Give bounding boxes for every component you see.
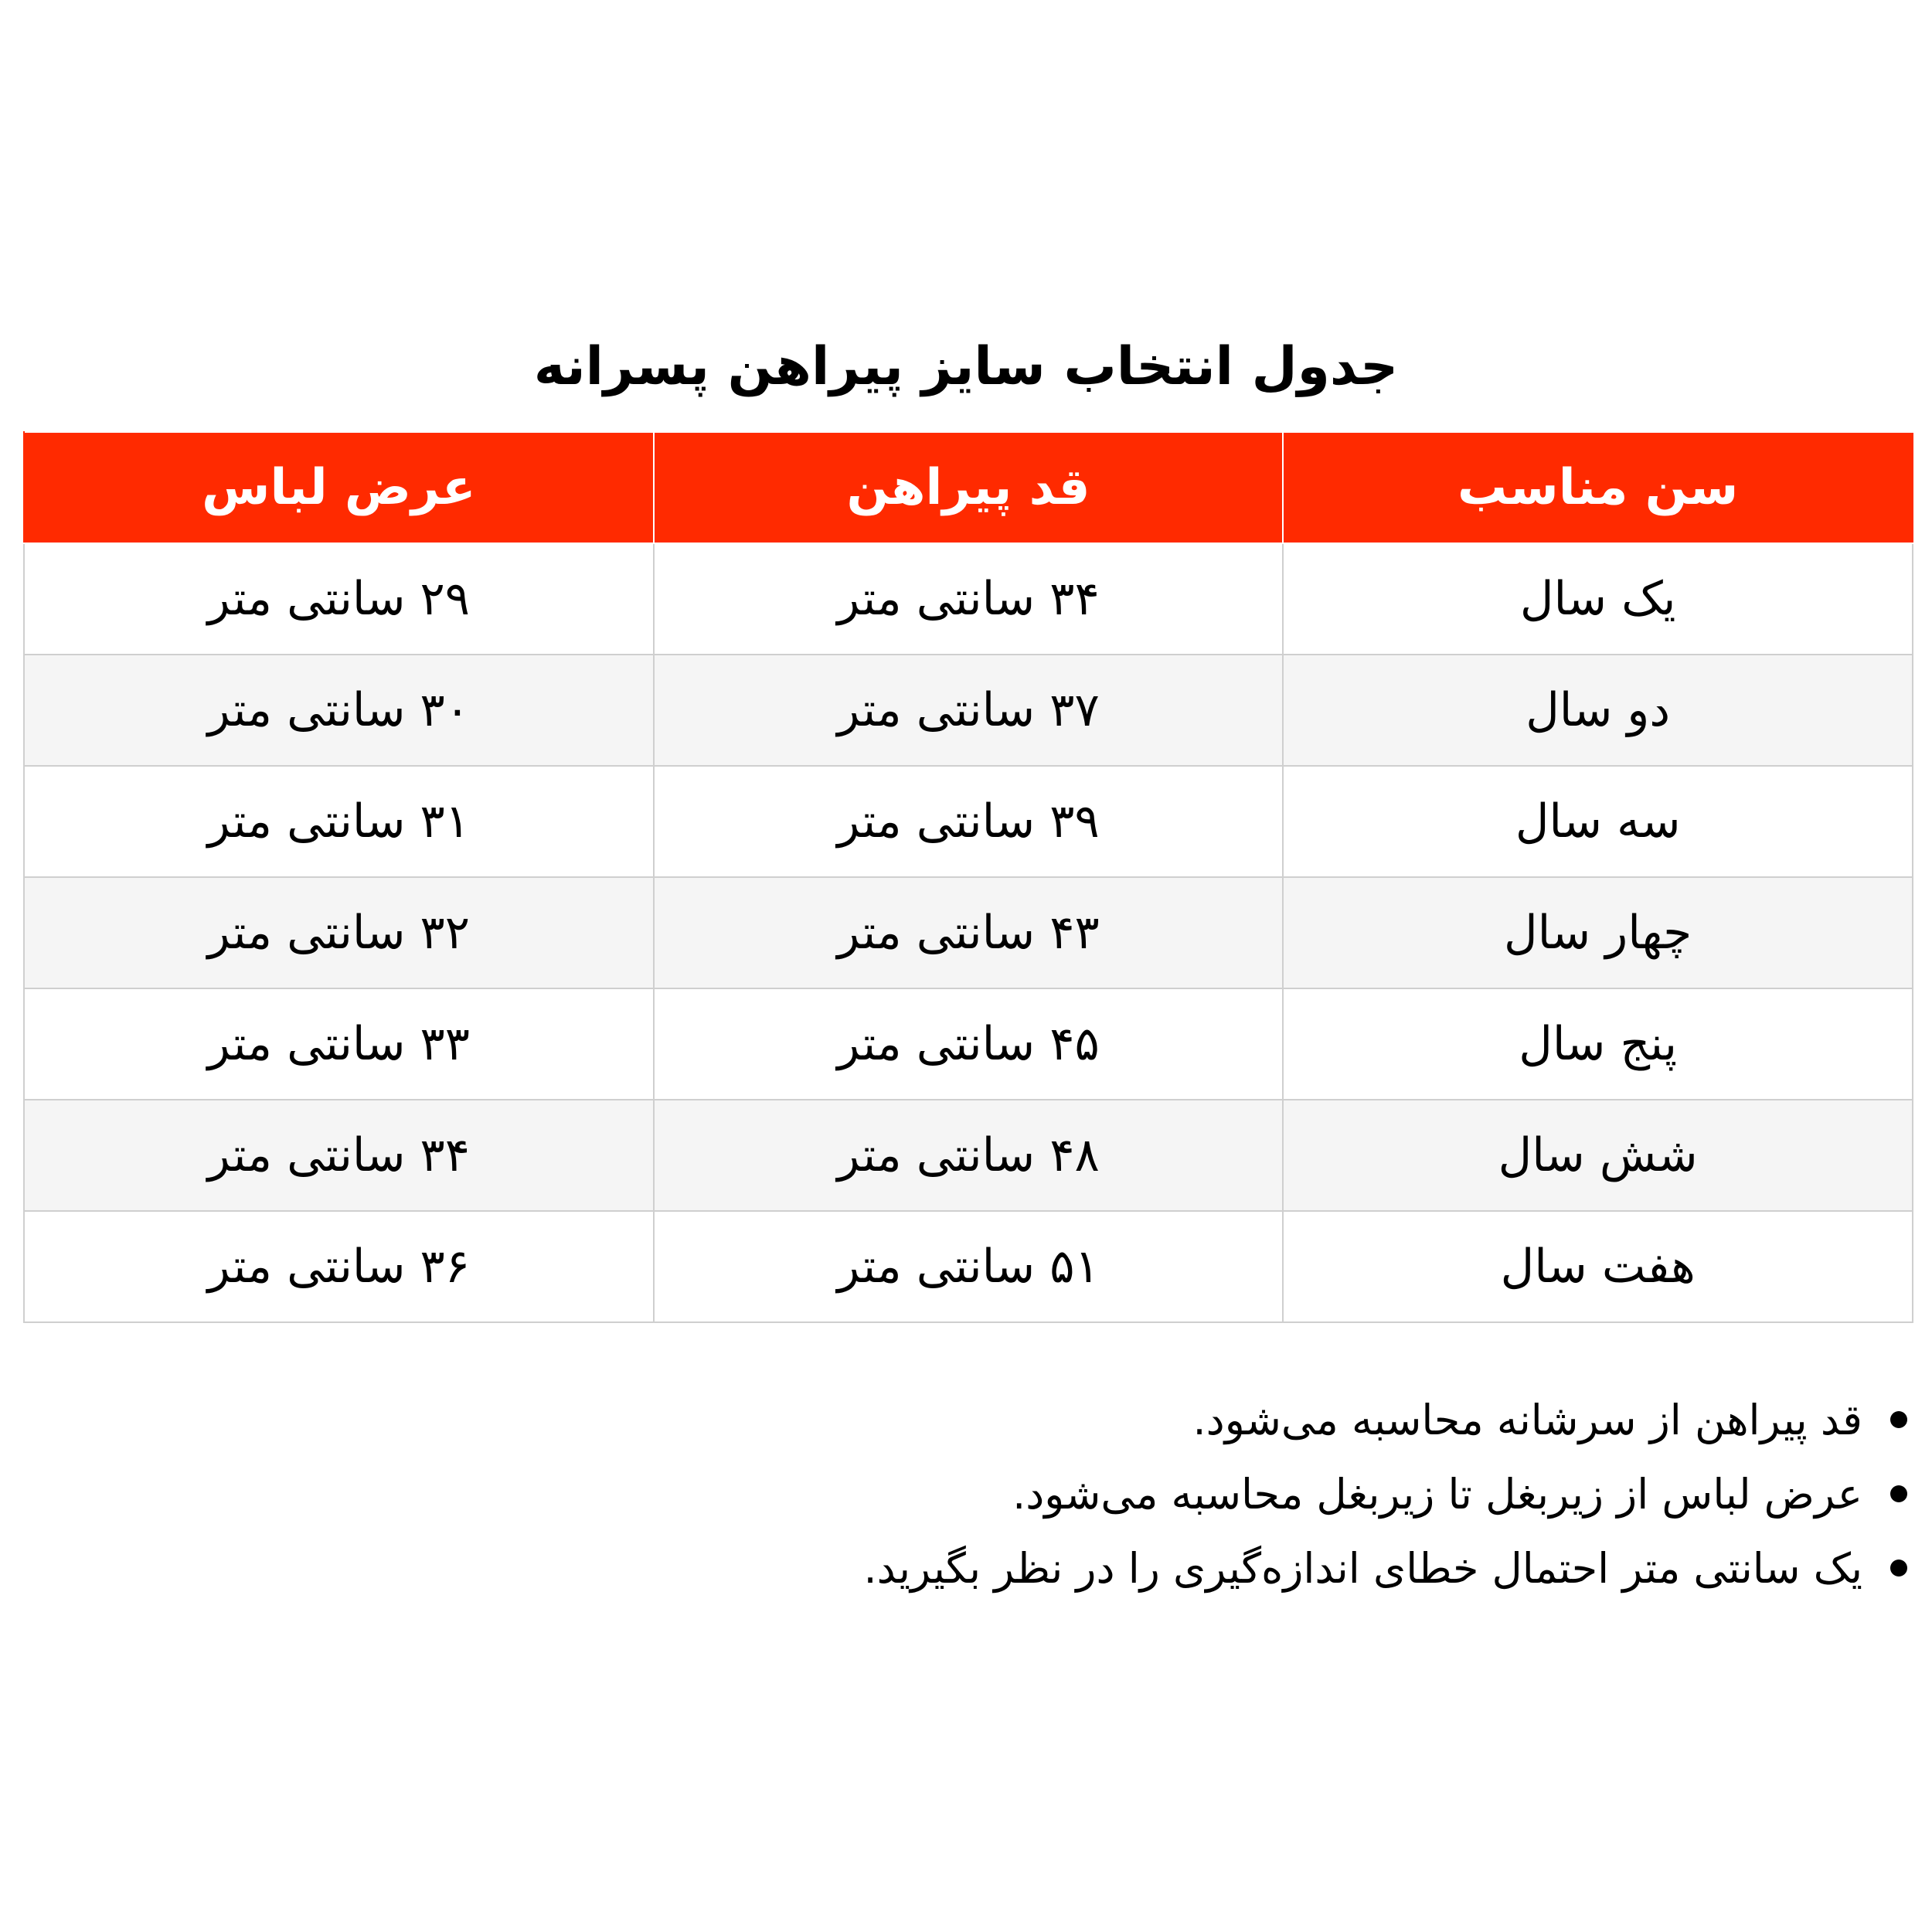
cell-age: شش سال [1283, 1100, 1913, 1211]
table-row [24, 766, 1913, 877]
table-header-row [24, 432, 1913, 543]
table-row [24, 655, 1913, 766]
cell-shirt-length: ۴۸ سانتی متر [654, 1100, 1284, 1211]
cell-age: پنج سال [1283, 988, 1913, 1100]
cell-shirt-length: ۳۹ سانتی متر [654, 766, 1284, 877]
table-row [24, 543, 1913, 655]
note-item [85, 1532, 1862, 1606]
size-table [23, 431, 1913, 1323]
cell-width: ۳۱ سانتی متر [24, 766, 654, 877]
table-row [24, 988, 1913, 1100]
cell-age: دو سال [1283, 655, 1913, 766]
table-row [24, 1211, 1913, 1322]
bullet-icon [1890, 1485, 1907, 1502]
header-shirt-length: قد پیراهن [654, 432, 1284, 543]
cell-width: ۳۶ سانتی متر [24, 1211, 654, 1322]
note-item [85, 1383, 1862, 1458]
cell-shirt-length: ۴۳ سانتی متر [654, 877, 1284, 988]
cell-width: ۳۰ سانتی متر [24, 655, 654, 766]
cell-shirt-length: ۵۱ سانتی متر [654, 1211, 1284, 1322]
note-text: قد پیراهن از سرشانه محاسبه می‌شود. [1192, 1396, 1862, 1444]
cell-width: ۳۲ سانتی متر [24, 877, 654, 988]
table-row [24, 877, 1913, 988]
bullet-icon [1890, 1560, 1907, 1577]
notes-list [85, 1383, 1909, 1606]
note-item [85, 1458, 1862, 1532]
cell-age: یک سال [1283, 543, 1913, 655]
cell-width: ۳۴ سانتی متر [24, 1100, 654, 1211]
note-text: یک سانتی متر احتمال خطای اندازه‌گیری را در نظر بگیرید. [863, 1544, 1862, 1593]
note-text: عرض لباس از زیربغل تا زیربغل محاسبه می‌شود. [1012, 1470, 1862, 1519]
bullet-icon [1890, 1411, 1907, 1428]
cell-width: ۳۳ سانتی متر [24, 988, 654, 1100]
page-title: جدول انتخاب سایز پیراهن پسرانه [533, 336, 1399, 397]
cell-shirt-length: ۴۵ سانتی متر [654, 988, 1284, 1100]
cell-shirt-length: ۳۷ سانتی متر [654, 655, 1284, 766]
cell-shirt-length: ۳۴ سانتی متر [654, 543, 1284, 655]
cell-age: چهار سال [1283, 877, 1913, 988]
cell-age: سه سال [1283, 766, 1913, 877]
header-width: عرض لباس [24, 432, 654, 543]
header-age: سن مناسب [1283, 432, 1913, 543]
cell-age: هفت سال [1283, 1211, 1913, 1322]
table-row [24, 1100, 1913, 1211]
cell-width: ۲۹ سانتی متر [24, 543, 654, 655]
